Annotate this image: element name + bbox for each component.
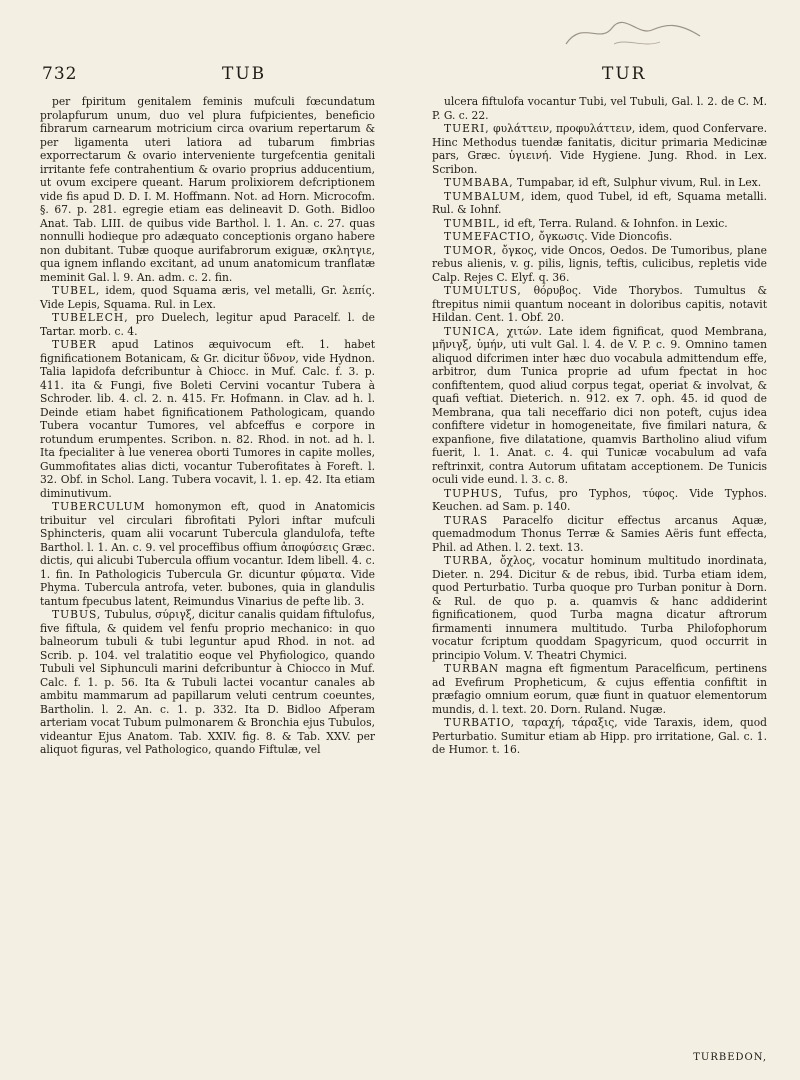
entry-headword: TUERI, [444, 122, 490, 135]
entry-text: Paracelfo dicitur effectus arcanus Aquæ, quemadmodum Thonus Terræ & Samies Aëris funt effecta, Phil. ad Athen. l. 2. text. 13. [432, 513, 767, 554]
left-running-head: TUB [222, 64, 267, 84]
dictionary-entry [432, 190, 767, 217]
entry-headword: TUBEL, [52, 284, 101, 297]
dictionary-entry [40, 284, 375, 311]
dictionary-entry [432, 122, 767, 176]
entry-headword: TUPHUS, [444, 486, 503, 500]
dictionary-entry [432, 176, 767, 190]
entry-headword: TUMBIL, [444, 216, 501, 230]
entry-headword: TUMBALUM, [444, 189, 526, 203]
entry-text: φυλάττειν, προφυλάττειν, idem, quod Confervare. Hinc Methodus tuendæ fanitatis, dicitur primaria Medicinæ pars, Græc. ὑγιεινή. Vide Hygiene. Jung. Rhod. in Lex. Scribon. [432, 122, 767, 176]
entry-headword: TURBA, [444, 554, 494, 567]
entry-headword: TUMULTUS, [444, 284, 522, 297]
page-number: 732 [42, 64, 78, 84]
right-column [432, 95, 767, 757]
dictionary-entry [40, 608, 375, 757]
entry-headword: TUBERCULUM [52, 500, 146, 513]
dictionary-entry [432, 514, 767, 555]
entry-text: per fpiritum genitalem feminis mufculi fœcundatum prolapfurum unum, duo vel plura fufpicientes, beneficio fibrarum carnearum motricium circa ovarium repertarum & per ligamenta uteri latiora ad tubarum fimbrias exporrectarum & ovario interveniente turgefcentia genitali irritante fefe contrahentium & ovario proprius adducentium, ut ovum excipere queant. Harum prolixiorem defcriptionem vide fis apud D. D. I. M. Hoffmann. Not. ad Horn. Microcofm. §. 67. p. 281. egregie etiam eas delineavit D. Goth. Bidloo Anat. Tab. LIII. de quibus vide Barthol. l. 1. An. c. 27. quas nonnulli hodieque pro adæquato conceptionis organo habere non dubitant. Tubæ quoque aurifabrorum exiguæ, σκλητγιε, qua ignem inflando excitant, ad unum anatomicum tranflatæ meminit Gal. l. 9. An. adm. c. 2. fin. [40, 95, 375, 284]
entry-text: ὄγκος, vide Oncos, Oedos. De Tumoribus, plane rebus alienis, v. g. pilis, lignis, teftis, culicibus, repletis vide Calp. Rejes C. Elyf. q. 36. [432, 243, 767, 284]
entry-text: pro Duelech, legitur apud Paracelf. l. de Tartar. morb. c. 4. [40, 311, 375, 338]
entry-text: ὄχλος, vocatur hominum multitudo inordinata, Dieter. n. 294. Dicitur & de rebus, ibid. Turba etiam idem, quod Perturbatio. Turba quoque pro Turban ponitur à Dorn. & Rul. de quo p. a. quamvis & hanc addiderint fignificationem, quod Turba magna dicatur aftrorum firmamenti innumera multitudo. Turba Philofophorum vocatur fcriptum quoddam Spagyricum, quod occurrit in principio Volum. V. Theatri Chymici. [432, 554, 767, 662]
entry-text: Tubulus, σύριγξ, dicitur canalis quidam fiftulofus, five fiftula, & quidem vel fenfu proprio mechanico: in quo balneorum tubuli & tubi leguntur apud Rhod. in not. ad Scrib. p. 104. vel tralatitio eoque vel Phyfiologico, quando Tubuli vel Siphunculi marini defcribuntur à Chiocco in Muf. Calc. f. 1. p. 56. Ita & Tubuli lactei vocantur canales ab ambitu mammarum ad papillarum veluti centrum coeuntes, Bartholin. l. 2. An. c. 1. p. 332. Ita D. Bidloo Afperam arteriam vocat Tubum pulmonarem & Bronchia ejus Tubulos, videantur Ejus Anatom. Tab. XXIV. fig. 8. & Tab. XXV. per aliquot figuras, vel Pathologico, quando Fiftulæ, vel [40, 608, 375, 756]
entry-headword: TUNICA, [444, 324, 501, 338]
right-running-head: TUR [602, 64, 647, 84]
dictionary-entry [40, 311, 375, 338]
entry-text: Tufus, pro Typhos, τύφος. Vide Typhos. Keuchen. ad Sam. p. 140. [432, 486, 767, 513]
pencil-scribble-mark [560, 14, 710, 54]
dictionary-entry [40, 95, 375, 284]
entry-headword: TUBELECH, [52, 311, 129, 324]
left-column [40, 95, 375, 757]
dictionary-entry [40, 338, 375, 500]
dictionary-entry [432, 662, 767, 716]
entry-text: apud Latinos æquivocum eft. 1. habet fignificationem Botanicam, & Gr. dicitur ὕδνον, vide Hydnon. Talia lapidofa defcribuntur à Chiocc. in Muf. Calc. f. 3. p. 411. ita & Fungi, five Boleti Cervini vocantur Tubera à Schroder. lib. 4. cl. 2. n. 415. Fr. Hofmann. in Clav. ad h. l. Deinde etiam habet fignificationem Pathologicam, quando Tubera vocantur Tumores, vel abfceffus e corpore in rotundum erumpentes. Scribon. n. 82. Rhod. in not. ad h. l. Ita fpecialiter à lue venerea oborti Tumores in capite molles, Gummofitates alias dicti, vocantur Tuberofitates à Foreft. l. 32. Obf. in Schol. Lang. Tubera vocavit, l. 1. ep. 42. Ita etiam diminutivum. [40, 338, 375, 500]
entry-text: ταραχή, τάραξις, vide Taraxis, idem, quod Perturbatio. Sumitur etiam ab Hipp. pro irritatione, Gal. c. 1. de Humor. t. 16. [432, 716, 767, 756]
dictionary-entry [432, 325, 767, 487]
dictionary-entry [432, 230, 767, 244]
entry-text: ὄγκωσις. Vide Dioncofis. [538, 230, 673, 243]
entry-text: ulcera fiftulofa vocantur Tubi, vel Tubuli, Gal. l. 2. de C. M. P. G. c. 22. [432, 95, 767, 122]
page-header [42, 64, 770, 90]
entry-headword: TUMEFACTIO, [444, 230, 536, 243]
entry-headword: TUMOR, [444, 243, 498, 257]
entry-headword: TURBAN [444, 662, 500, 675]
entry-text: idem, quod Tubel, id eft, Squama metalli. Rul. & Iohnf. [432, 189, 767, 216]
dictionary-entry [432, 487, 767, 514]
entry-text: idem, quod Squama æris, vel metalli, Gr. λεπίς. Vide Lepis, Squama. Rul. in Lex. [40, 284, 375, 311]
entry-text: Tumpabar, id eft, Sulphur vivum, Rul. in Lex. [517, 176, 762, 189]
entry-headword: TURAS [444, 513, 489, 527]
dictionary-entry [432, 554, 767, 662]
entry-headword: TUBER [52, 338, 97, 351]
catchword: TURBEDON, [693, 1052, 767, 1063]
entry-text: id eft, Terra. Ruland. & Iohnfon. in Lexic. [504, 216, 728, 230]
entry-headword: TUMBABA, [444, 176, 514, 189]
entry-headword: TURBATIO, [444, 716, 516, 729]
entry-text: θόρυβος. Vide Thorybos. Tumultus & ftrepitus nimii quantum noceant in doloribus capitis, notavit Hildan. Cent. 1. Obf. 20. [432, 284, 767, 324]
entry-text: homonymon eft, quod in Anatomicis tribuitur vel circulari fibrofitati Pylori inftar mufculi Sphincteris, quam alii vocarunt Tubercula glandulofa, tefte Barthol. l. 1. An. c. 9. vel proceffibus offium ἀποφύσεις Græc. dictis, qui alicubi Tubercula offium vocantur. Idem libell. 4. c. 1. fin. In Pathologicis Tubercula Gr. dicuntur φύματα. Vide Phyma. Tubercula antrofa, veter. bubones, quia in glandulis tantum fpecubus latent, Reimundus Vinarius de pefte lib. 3. [40, 500, 375, 608]
dictionary-entry [432, 244, 767, 285]
entry-headword: TUBUS, [52, 608, 102, 621]
dictionary-entry [40, 500, 375, 608]
dictionary-entry [432, 217, 767, 231]
entry-text: magna eft figmentum Paracelficum, pertinens ad Evefirum Propheticum, & cujus effentia confiftit in præfagio omnium eorum, quæ fiunt in quatuor elementorum mundis, d. l. text. 20. Dorn. Ruland. Nugæ. [432, 662, 767, 716]
dictionary-entry [432, 716, 767, 757]
dictionary-entry [432, 95, 767, 122]
dictionary-entry [432, 284, 767, 325]
entry-text: χιτών. Late idem fignificat, quod Membrana, μῆνιγξ, ὑμήν, uti vult Gal. l. 4. de V. P. c. 9. Omnino tamen aliquod difcrimen inter hæc duo vocabula admittendum effe, arbitror, dum Tunica proprie ad ufum fpectat in hoc confiftentem, quod aliud corpus tegat, operiat & involvat, & quafi veftiat. Dieterich. n. 912. ex 7. oph. 45. id quod de Membrana, qua tali neceffario dici non poteft, cujus idea confiftere videtur in homogeneitate, five fimilari natura, & expanfione, five dilatatione, quamvis Bartholino aliud vifum fuerit, l. 1. Anat. c. 4. qui Tunicæ vocabulum ad vafa reftrinxit, contra Autorum ufitatam acceptionem. De Tunicis oculi vide eund. l. 3. c. 8. [432, 324, 767, 486]
